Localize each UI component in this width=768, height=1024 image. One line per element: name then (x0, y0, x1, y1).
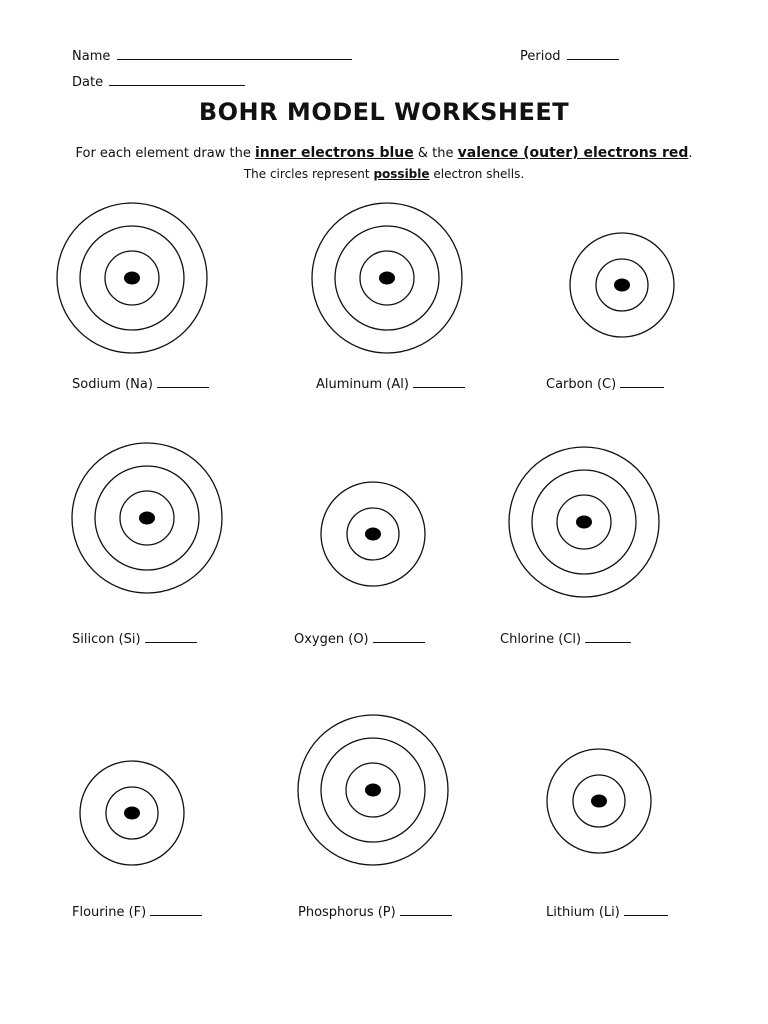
bohr-model (570, 233, 674, 337)
element-name: Lithium (Li) (546, 905, 620, 920)
nucleus (365, 528, 381, 541)
nucleus (591, 795, 607, 808)
instructions-valence: valence (outer) electrons red (457, 145, 689, 161)
bohr-model (509, 447, 659, 597)
element-label (72, 629, 197, 647)
bohr-model (312, 203, 462, 353)
instructions-amp: & the (417, 146, 454, 161)
element-label (72, 374, 209, 392)
answer-blank[interactable] (150, 902, 202, 916)
answer-blank[interactable] (585, 629, 631, 643)
nucleus (576, 516, 592, 529)
nucleus (124, 272, 140, 285)
element-name: Aluminum (Al) (316, 377, 409, 392)
bohr-model (80, 761, 184, 865)
answer-blank[interactable] (400, 902, 452, 916)
element-name: Silicon (Si) (72, 632, 141, 647)
date-label: Date (72, 75, 104, 90)
element-name: Phosphorus (P) (298, 905, 396, 920)
answer-blank[interactable] (620, 374, 664, 388)
name-label: Name (72, 49, 111, 64)
element-name: Sodium (Na) (72, 377, 153, 392)
page-title: BOHR MODEL WORKSHEET (198, 98, 570, 126)
answer-blank[interactable] (624, 902, 668, 916)
instructions-prefix: For each element draw the (75, 146, 251, 161)
nucleus (124, 807, 140, 820)
element-label (72, 902, 202, 920)
nucleus (139, 512, 155, 525)
element-name: Carbon (C) (546, 377, 617, 392)
bohr-model (298, 715, 448, 865)
subinstructions-suffix: electron shells. (433, 167, 525, 181)
nucleus (365, 784, 381, 797)
bohr-model (57, 203, 207, 353)
bohr-model (72, 443, 222, 593)
element-label (500, 629, 631, 647)
bohr-model (321, 482, 425, 586)
instructions-inner: inner electrons blue (254, 145, 414, 161)
element-label (298, 902, 452, 920)
nucleus (379, 272, 395, 285)
element-label (294, 629, 425, 647)
subinstructions-prefix: The circles represent (243, 167, 370, 181)
period-label: Period (520, 49, 561, 64)
subinstructions-emphasis: possible (373, 167, 430, 181)
element-label (316, 374, 465, 392)
element-name: Oxygen (O) (294, 632, 369, 647)
element-name: Flourine (F) (72, 905, 147, 920)
element-name: Chlorine (Cl) (500, 632, 582, 647)
bohr-model (547, 749, 651, 853)
answer-blank[interactable] (373, 629, 425, 643)
answer-blank[interactable] (413, 374, 465, 388)
answer-blank[interactable] (145, 629, 197, 643)
element-label (546, 374, 664, 392)
instructions-suffix: . (688, 146, 693, 161)
element-label (546, 902, 668, 920)
nucleus (614, 279, 630, 292)
answer-blank[interactable] (157, 374, 209, 388)
